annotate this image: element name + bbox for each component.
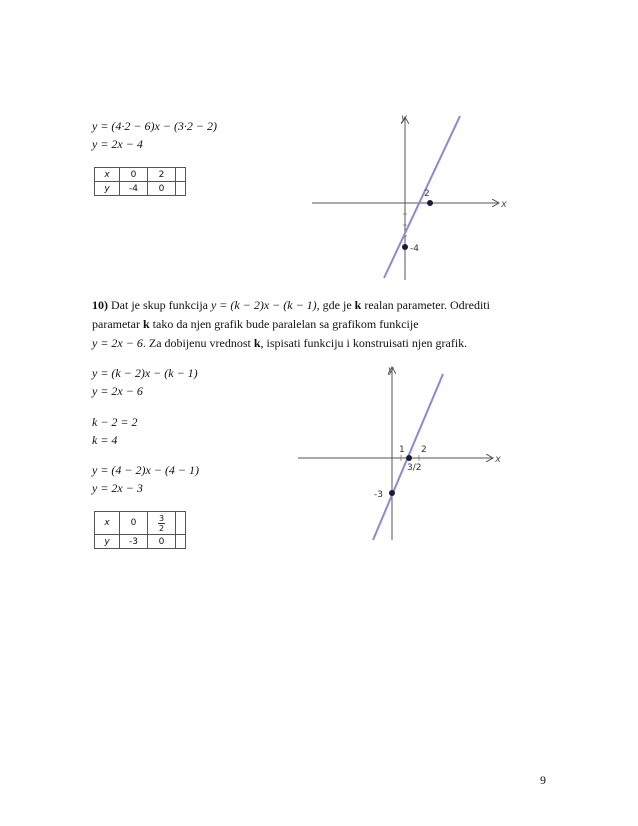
table-cell-empty bbox=[176, 535, 186, 549]
problem10-family-equation: y = (k − 2)x − (k − 1), bbox=[210, 298, 320, 312]
solution-line-3: k − 2 = 2 bbox=[92, 415, 138, 429]
problem10-number: 10) bbox=[92, 298, 108, 312]
problem10-line-3 bbox=[92, 334, 522, 353]
example9-graph bbox=[310, 108, 510, 283]
solution-line-1: y = (k − 2)x − (k − 1) bbox=[92, 366, 198, 380]
table-cell: 2 bbox=[148, 168, 176, 182]
table-cell-empty bbox=[176, 168, 186, 182]
x-axis-label: x bbox=[501, 199, 507, 210]
y-intercept-label: -3 bbox=[374, 490, 383, 500]
problem10-parameter: k bbox=[142, 317, 150, 331]
solution-line-6: y = 2x − 3 bbox=[92, 481, 143, 495]
table-x-header: x bbox=[95, 168, 120, 182]
tick-label-1: 1 bbox=[399, 445, 405, 455]
table-y-header: y bbox=[95, 182, 120, 196]
problem10-text: , ispisati funkciju i konstruisati njen grafik. bbox=[260, 336, 468, 350]
problem10-text: gde je bbox=[319, 298, 355, 312]
y-intercept-point bbox=[389, 490, 395, 496]
fraction-numerator: 3 bbox=[158, 513, 165, 523]
table-row bbox=[95, 168, 186, 182]
table-cell: 0 bbox=[148, 535, 176, 549]
solution-line-2: y = 2x − 6 bbox=[92, 384, 143, 398]
table-cell: -4 bbox=[120, 182, 148, 196]
y-intercept-point bbox=[402, 244, 408, 250]
y-intercept-label: -4 bbox=[410, 244, 419, 254]
problem10-parameter: k bbox=[253, 336, 261, 350]
x-intercept-label: 3/2 bbox=[407, 463, 422, 473]
problem10-text: realan parameter. Odrediti bbox=[361, 298, 490, 312]
example9-value-table bbox=[94, 167, 186, 196]
page-number: 9 bbox=[540, 773, 546, 787]
table-row bbox=[95, 512, 186, 535]
problem10-text: tako da njen grafik bude paralelan sa grafikom funkcije bbox=[149, 317, 419, 331]
table-cell-empty bbox=[176, 512, 186, 535]
problem10-line-2 bbox=[92, 315, 522, 334]
problem10-line-1 bbox=[92, 296, 522, 315]
table-x-header: x bbox=[95, 512, 120, 535]
problem10-value-table bbox=[94, 511, 186, 549]
table-cell-fraction bbox=[148, 512, 176, 535]
tick-label-2: 2 bbox=[421, 445, 427, 455]
table-row bbox=[95, 535, 186, 549]
problem10-graph bbox=[296, 362, 501, 542]
table-y-header: y bbox=[95, 535, 120, 549]
x-intercept-label: 2 bbox=[424, 189, 430, 199]
table-cell: 0 bbox=[148, 182, 176, 196]
x-intercept-point bbox=[427, 200, 433, 206]
example9-equation-2: y = 2x − 4 bbox=[92, 137, 143, 151]
x-intercept-point bbox=[406, 455, 412, 461]
function-line bbox=[384, 116, 460, 278]
y-axis-label: y bbox=[401, 113, 407, 124]
table-cell-empty bbox=[176, 182, 186, 196]
problem10-given-equation: y = 2x − 6 bbox=[92, 336, 143, 350]
table-cell: -3 bbox=[120, 535, 148, 549]
solution-line-5: y = (4 − 2)x − (4 − 1) bbox=[92, 463, 200, 477]
example9-equation-1: y = (4·2 − 6)x − (3·2 − 2) bbox=[92, 119, 218, 133]
problem10-parameter: k bbox=[354, 298, 362, 312]
x-axis-label: x bbox=[495, 454, 501, 465]
table-cell: 0 bbox=[120, 168, 148, 182]
fraction-denominator: 2 bbox=[158, 523, 165, 533]
problem10-text: Dat je skup funkcija bbox=[108, 298, 211, 312]
solution-line-4: k = 4 bbox=[92, 433, 118, 447]
table-row bbox=[95, 182, 186, 196]
problem10-text: parametar bbox=[92, 317, 143, 331]
fraction bbox=[158, 514, 165, 533]
y-axis-label: y bbox=[388, 365, 394, 376]
problem10-text: . Za dobijenu vrednost bbox=[142, 336, 254, 350]
table-cell: 0 bbox=[120, 512, 148, 535]
